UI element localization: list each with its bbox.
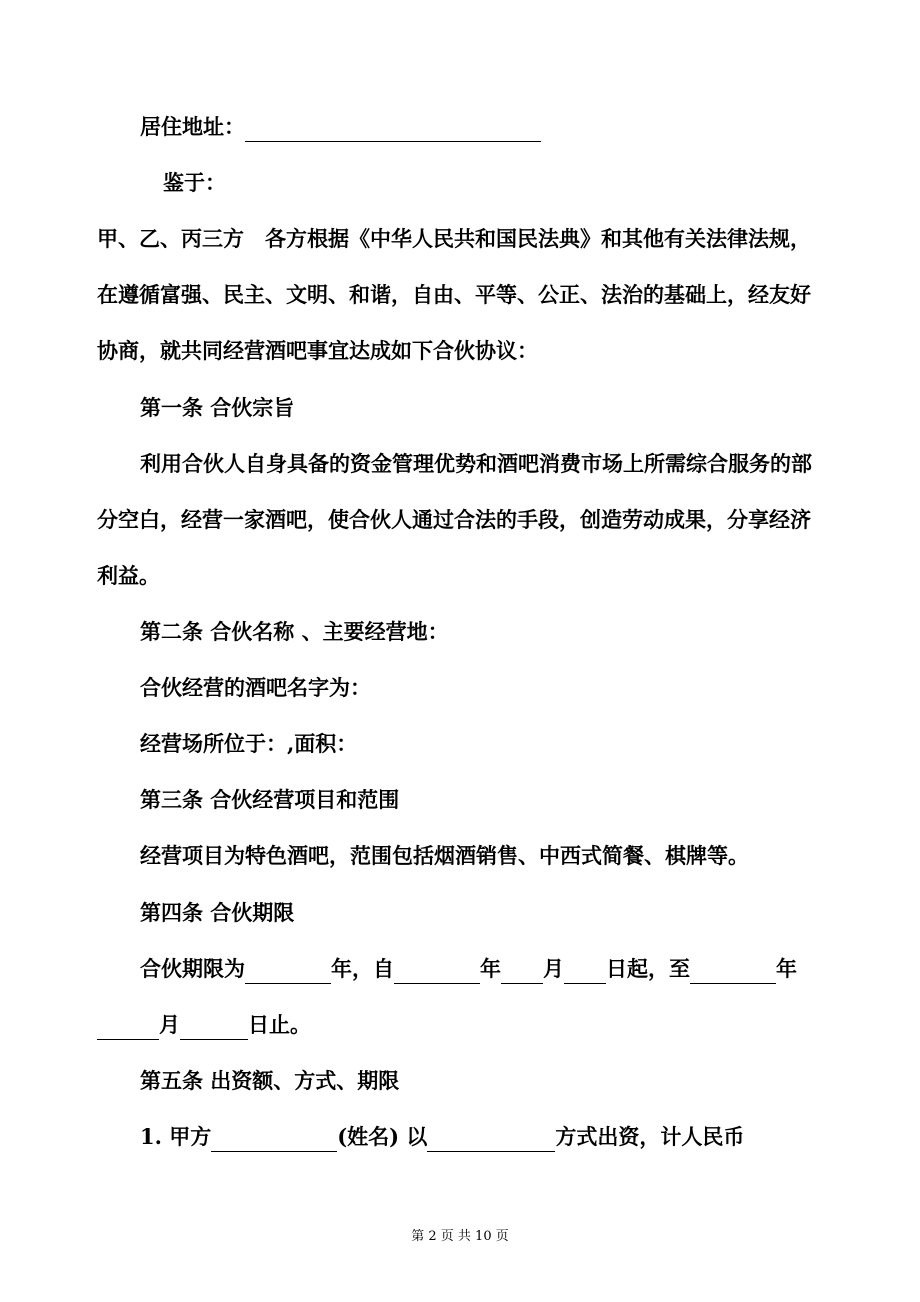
party-a-name-blank xyxy=(211,1129,337,1152)
article-2-title: 第二条 合伙名称 、主要经营地： xyxy=(140,619,449,644)
term-text-7: 月 xyxy=(159,1012,180,1037)
term-years-blank xyxy=(245,961,331,984)
item-1-text-3: 方式出资，计人民币 xyxy=(555,1124,745,1149)
term-text-6: 年 xyxy=(776,956,797,981)
article-1-title: 第一条 合伙宗旨 xyxy=(140,395,295,420)
party-a-method-blank xyxy=(427,1129,555,1152)
term-text-8: 日止。 xyxy=(248,1012,311,1037)
article-5-item-1 xyxy=(140,1122,744,1152)
address-line xyxy=(140,112,541,142)
term-text-5: 日起，至 xyxy=(606,956,690,981)
article-1-line-1: 利用合伙人自身具备的资金管理优势和酒吧消费市场上所需综合服务的部 xyxy=(140,451,812,476)
article-1-line-3: 利益。 xyxy=(97,563,160,588)
article-5-title: 第五条 出资额、方式、期限 xyxy=(140,1068,400,1093)
address-blank xyxy=(245,119,541,142)
article-3-title: 第三条 合伙经营项目和范围 xyxy=(140,787,400,812)
intro-line-1: 甲、乙、丙三方 各方根据《中华人民共和国民法典》和其他有关法律法规， xyxy=(97,226,811,251)
article-4-term-line xyxy=(140,954,797,984)
end-day-blank xyxy=(180,1017,248,1040)
article-4-term-line-2 xyxy=(97,1010,311,1040)
article-1-line-2: 分空白，经营一家酒吧，使合伙人通过合法的手段，创造劳动成果，分享经济 xyxy=(97,507,811,532)
whereas-heading: 鉴于： xyxy=(163,170,226,195)
item-1-text-1: 1. 甲方 xyxy=(140,1124,212,1149)
item-1-text-2: (姓名) 以 xyxy=(337,1124,428,1149)
start-month-blank xyxy=(501,961,543,984)
intro-line-2: 在遵循富强、民主、文明、和谐，自由、平等、公正、法治的基础上，经友好 xyxy=(97,282,811,307)
article-2-place: 经营场所位于：,面积： xyxy=(140,731,358,756)
end-year-blank xyxy=(690,961,776,984)
term-text-1: 合伙期限为 xyxy=(140,956,245,981)
term-text-4: 月 xyxy=(543,956,564,981)
end-month-blank xyxy=(97,1017,159,1040)
page-footer: 第 2 页 共 10 页 xyxy=(411,1229,509,1244)
article-4-title: 第四条 合伙期限 xyxy=(140,900,295,925)
start-year-blank xyxy=(394,961,480,984)
intro-line-3: 协商，就共同经营酒吧事宜达成如下合伙协议： xyxy=(97,338,538,363)
term-text-3: 年 xyxy=(480,956,501,981)
start-day-blank xyxy=(564,961,606,984)
address-label: 居住地址： xyxy=(140,114,245,139)
article-2-bar-name: 合伙经营的酒吧名字为： xyxy=(140,675,371,700)
term-text-2: 年，自 xyxy=(331,956,394,981)
article-3-text: 经营项目为特色酒吧，范围包括烟酒销售、中西式简餐、棋牌等。 xyxy=(140,843,749,868)
